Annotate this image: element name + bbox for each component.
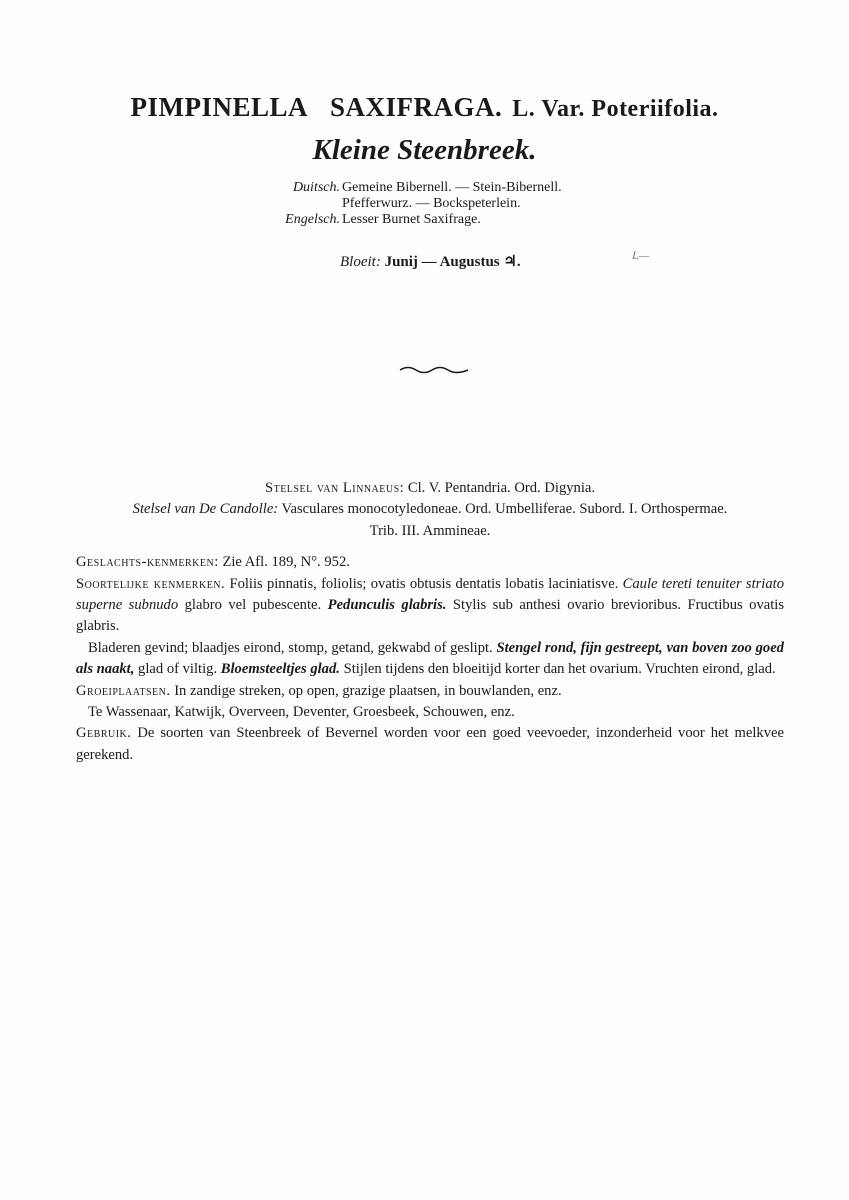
habitat-label: Groeiplaatsen. bbox=[76, 682, 171, 699]
common-name-row bbox=[262, 180, 562, 196]
linnaeus-label: Stelsel van Linnaeus: bbox=[264, 480, 405, 496]
linnaeus-value: Cl. V. Pentandria. Ord. Digynia. bbox=[407, 480, 596, 496]
species-title bbox=[0, 92, 849, 123]
common-name-value: Gemeine Bibernell. — Stein-Bibernell. bbox=[342, 180, 562, 195]
dutch-char-leaves: Bladeren gevind; blaadjes eirond, stomp, getand, gekwabd of geslipt. bbox=[88, 639, 493, 656]
common-name-row bbox=[262, 212, 562, 228]
ornament-divider bbox=[398, 362, 470, 376]
habitat bbox=[76, 681, 784, 702]
language-label bbox=[262, 196, 342, 212]
genus-char-value: Zie Afl. 189, N°. 952. bbox=[222, 554, 350, 571]
description-body bbox=[76, 478, 784, 766]
common-names-list bbox=[262, 180, 562, 228]
usage-label: Gebruik. bbox=[76, 725, 132, 742]
genus-characteristics bbox=[76, 552, 784, 573]
species-char-peduncle: Pedunculis glabris. bbox=[327, 597, 447, 614]
common-name-row bbox=[262, 196, 562, 212]
species-char-stem: Caule tereti tenuiter striato superne subnudo bbox=[76, 575, 785, 614]
genus-name: PIMPINELLA bbox=[130, 92, 308, 122]
species-char-leaves: Foliis pinnatis, foliolis; ovatis obtusis dentatis lobatis laciniatisve. bbox=[229, 575, 619, 592]
candolle-value: Vasculares monocotyledoneae. Ord. Umbelliferae. Subord. I. Orthospermae. bbox=[281, 501, 728, 518]
variety-name: L. Var. Poteriifolia. bbox=[512, 96, 719, 122]
flowering-label: Bloeit: bbox=[340, 254, 381, 270]
species-characteristics-dutch bbox=[76, 638, 784, 681]
dutch-char-stem-2: glad of viltig. bbox=[138, 661, 218, 678]
species-characteristics-latin bbox=[76, 574, 784, 638]
flowering-value: Junij — Augustus ♃. bbox=[384, 254, 521, 270]
flowering-period bbox=[340, 252, 521, 271]
species-char-style: Stylis sub anthesi ovario brevioribus. Fructibus ovatis glabris. bbox=[76, 597, 785, 635]
species-char-label: Soortelijke kenmerken. bbox=[76, 575, 226, 592]
margin-annotation: L— bbox=[632, 248, 650, 262]
species-name: SAXIFRAGA. bbox=[329, 92, 503, 122]
language-label: Duitsch. bbox=[292, 180, 340, 195]
dutch-char-peduncle: Bloemsteeltjes glad. bbox=[220, 661, 340, 678]
common-name-value: Lesser Burnet Saxifrage. bbox=[342, 212, 481, 227]
candolle-label: Stelsel van De Candolle: bbox=[132, 501, 279, 518]
usage-value: De soorten van Steenbreek of Bevernel worden voor een goed veevoeder, inzonderheid voor het melkvee gerekend. bbox=[76, 725, 784, 763]
candolle-system bbox=[76, 499, 784, 520]
dutch-char-stem: Stengel rond, fijn gestreept, van boven zoo goed als naakt, bbox=[76, 639, 784, 678]
species-char-stem-2: glabro vel pubescente. bbox=[184, 597, 322, 614]
linnaeus-system bbox=[76, 478, 784, 499]
language-label: Engelsch. bbox=[285, 212, 340, 227]
common-name-value: Pfefferwurz. — Bockspeterlein. bbox=[342, 196, 521, 211]
usage bbox=[76, 723, 784, 766]
locations: Te Wassenaar, Katwijk, Overveen, Deventer, Groesbeek, Schouwen, enz. bbox=[88, 704, 515, 721]
genus-char-label: Geslachts-kenmerken: bbox=[76, 554, 219, 571]
habitat-value: In zandige streken, op open, grazige plaatsen, in bouwlanden, enz. bbox=[174, 682, 562, 699]
dutch-name: Kleine Steenbreek. bbox=[312, 134, 537, 166]
dutch-char-style: Stijlen tijdens den bloeitijd korter dan het ovarium. Vruchten eirond, glad. bbox=[343, 661, 776, 678]
candolle-tribe: Trib. III. Ammineae. bbox=[369, 522, 491, 539]
